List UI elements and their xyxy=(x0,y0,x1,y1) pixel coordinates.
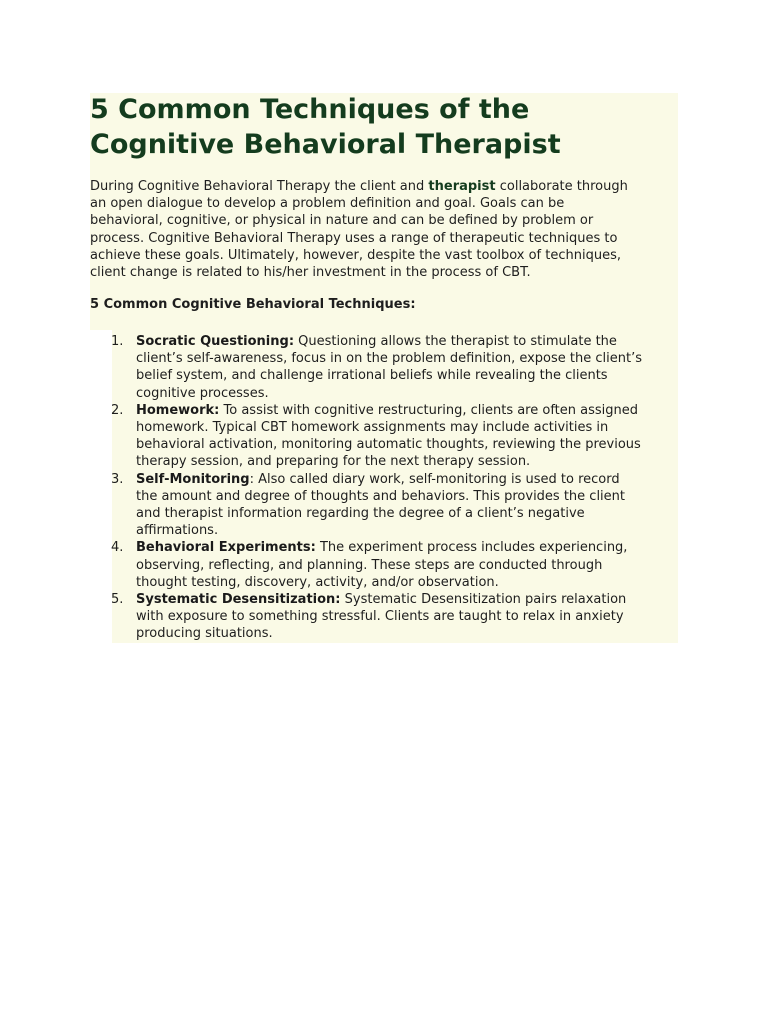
technique-line: thought testing, discovery, activity, and/or observation. xyxy=(136,574,499,590)
technique-text: Questioning allows the therapist to stimulate the xyxy=(294,334,617,349)
list-number: 5. xyxy=(111,592,124,608)
technique-line xyxy=(136,402,678,419)
technique-line: client’s self-awareness, focus in on the problem definition, expose the client’s xyxy=(136,351,642,367)
article-title xyxy=(90,92,678,162)
technique-line xyxy=(136,539,678,556)
list-number: 4. xyxy=(111,540,124,556)
technique-text: : Also called diary work, self-monitoring is used to record xyxy=(249,471,620,487)
technique-term: Behavioral Experiments: xyxy=(136,540,316,556)
intro-line: achieve these goals. Ultimately, however, despite the vast toolbox of techniques, xyxy=(90,247,621,263)
intro-line-1 xyxy=(90,178,678,195)
technique-line xyxy=(136,471,678,488)
technique-line: cognitive processes. xyxy=(136,385,269,401)
technique-line: observing, reflecting, and planning. These steps are conducted through xyxy=(136,557,603,573)
technique-line: homework. Typical CBT homework assignments may include activities in xyxy=(136,420,609,436)
technique-line: affirmations. xyxy=(136,523,219,539)
technique-item-systematic-desensitization xyxy=(108,591,678,643)
technique-term: Self-Monitoring xyxy=(136,471,250,487)
technique-line xyxy=(136,591,678,608)
technique-line: belief system, and challenge irrational beliefs while revealing the clients xyxy=(136,368,608,384)
technique-item-homework xyxy=(108,402,678,471)
list-number: 3. xyxy=(111,471,124,487)
technique-line: behavioral activation, monitoring automatic thoughts, reviewing the previous xyxy=(136,437,641,453)
therapist-emphasis: therapist xyxy=(428,179,496,194)
techniques-subheading: 5 Common Cognitive Behavioral Techniques: xyxy=(90,297,416,312)
technique-line: producing situations. xyxy=(136,626,273,642)
technique-text: The experiment process includes experiencing, xyxy=(315,540,628,556)
technique-line: and therapist information regarding the degree of a client’s negative xyxy=(136,506,585,522)
list-number: 1. xyxy=(111,334,124,349)
technique-item-socratic-questioning xyxy=(108,333,678,402)
intro-line: behavioral, cognitive, or physical in nature and can be defined by problem or xyxy=(90,213,594,229)
intro-line: an open dialogue to develop a problem definition and goal. Goals can be xyxy=(90,196,565,212)
intro-line: client change is related to his/her investment in the process of CBT. xyxy=(90,265,531,281)
list-number: 2. xyxy=(111,402,124,418)
technique-term: Systematic Desensitization: xyxy=(136,592,341,608)
technique-text: Systematic Desensitization pairs relaxation xyxy=(340,592,627,608)
technique-term: Socratic Questioning: xyxy=(136,334,295,349)
technique-line: with exposure to something stressful. Clients are taught to relax in anxiety xyxy=(136,609,624,625)
technique-item-behavioral-experiments xyxy=(108,539,678,591)
techniques-list xyxy=(108,333,678,643)
title-line-2: Cognitive Behavioral Therapist xyxy=(90,129,561,160)
technique-item-self-monitoring xyxy=(108,471,678,540)
technique-line xyxy=(136,333,678,350)
intro-text: collaborate through xyxy=(495,179,628,194)
technique-line: the amount and degree of thoughts and behaviors. This provides the client xyxy=(136,488,626,504)
title-line-1: 5 Common Techniques of the xyxy=(90,94,530,125)
intro-text: During Cognitive Behavioral Therapy the client and xyxy=(90,179,429,194)
intro-line: process. Cognitive Behavioral Therapy uses a range of therapeutic techniques to xyxy=(90,230,618,246)
technique-text: To assist with cognitive restructuring, clients are often assigned xyxy=(219,402,639,418)
technique-line: therapy session, and preparing for the next therapy session. xyxy=(136,454,531,470)
intro-paragraph xyxy=(90,178,678,281)
technique-term: Homework: xyxy=(136,402,220,418)
